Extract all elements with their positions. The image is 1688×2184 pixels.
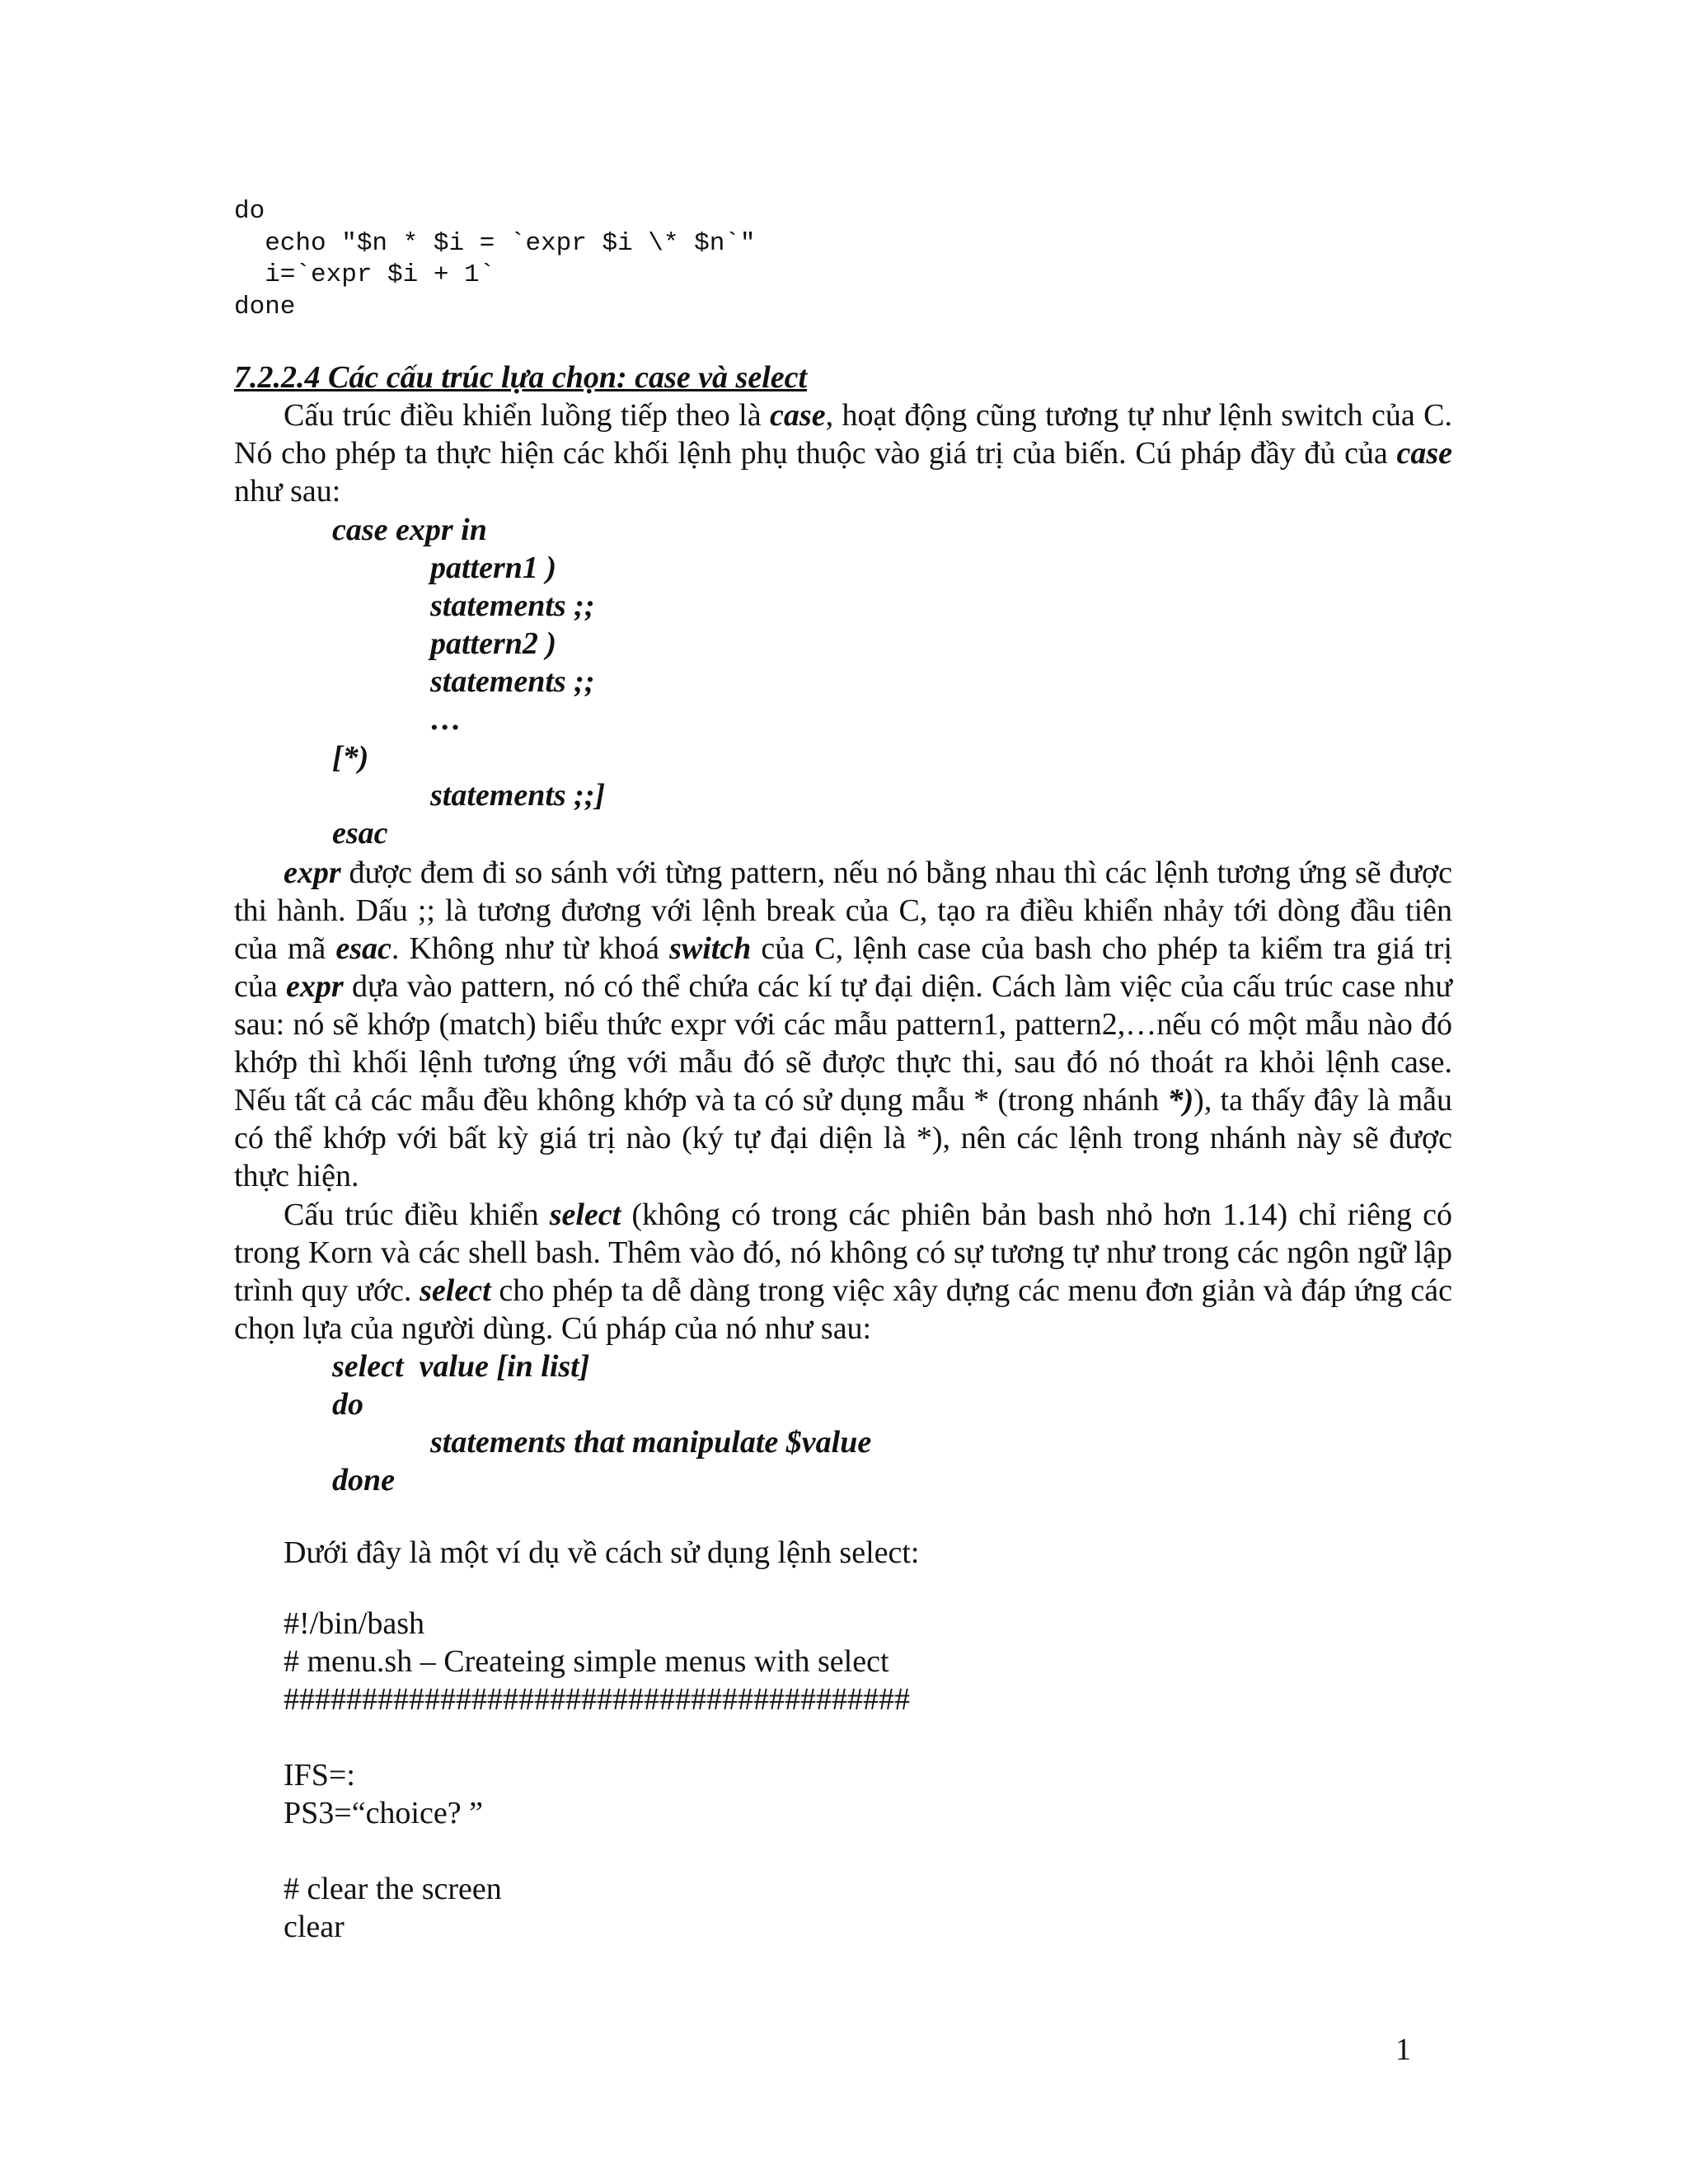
code-line: done: [234, 292, 296, 321]
code-line: do: [234, 197, 265, 226]
section-heading: 7.2.2.4 Các cấu trúc lựa chọn: case và select: [234, 360, 808, 395]
keyword-wildcard: *): [1167, 1083, 1194, 1118]
keyword-expr: expr: [286, 969, 344, 1004]
syntax-line: pattern2 ): [430, 626, 557, 661]
keyword-expr: expr: [284, 855, 341, 890]
keyword-select: select: [420, 1273, 491, 1308]
paragraph-expr: expr được đem đi so sánh với từng pattern, nếu nó bằng nhau thì các lệnh tương ứng sẽ được thi hành. Dấu ;; là tương đương với lệnh break của C, tạo ra điều khiển nhảy tới dòng đầu tiên của mã esac. Không như từ khoá switch của C, lệnh case của bash cho phép ta kiểm tra giá trị của expr dựa vào pattern, nó có thể chứa các kí tự đại diện. Cách làm việc của cấu trúc case như sau: nó sẽ khớp (match) biểu thức expr với các mẫu pattern1, pattern2,…nếu có một mẫu nào đó khớp thì khối lệnh tương ứng với mẫu đó sẽ được thực thi, sau đó nó thoát ra khỏi lệnh case. Nếu tất cả các mẫu đều không khớp và ta có sử dụng mẫu * (trong nhánh *)), ta thấy đây là mẫu có thể khớp với bất kỳ giá trị nào (ký tự đại diện là *), nên các lệnh trong nhánh này sẽ được thực hiện.: [234, 855, 1453, 1193]
example-intro: Dưới đây là một ví dụ về cách sử dụng lệnh select:: [284, 1535, 920, 1570]
code-block-loop: [234, 196, 756, 323]
paragraph-case-intro: Cấu trúc điều khiển luồng tiếp theo là case, hoạt động cũng tương tự như lệnh switch của C. Nó cho phép ta thực hiện các khối lệnh phụ thuộc vào giá trị của biến. Cú pháp đầy đủ của case như sau:: [234, 398, 1452, 509]
syntax-line: case expr in: [332, 513, 487, 547]
syntax-line: do: [332, 1387, 363, 1422]
code-line: IFS=:: [284, 1758, 355, 1793]
code-line: i=`expr $i + 1`: [234, 260, 495, 289]
syntax-line: pattern1 ): [430, 551, 557, 585]
keyword-select: select: [549, 1197, 621, 1232]
syntax-line: statements ;;: [430, 588, 595, 623]
syntax-line: done: [332, 1463, 395, 1497]
syntax-line: [*): [332, 740, 369, 775]
code-line: # clear the screen: [284, 1872, 502, 1906]
code-line: # menu.sh – Createing simple menus with select: [284, 1644, 889, 1679]
keyword-switch: switch: [669, 931, 752, 966]
code-line: echo "$n * $i = `expr $i \* $n`": [234, 228, 756, 258]
syntax-line: statements ;;: [430, 664, 595, 699]
code-line: PS3=“choice? ”: [284, 1796, 483, 1830]
keyword-case: case: [770, 398, 826, 433]
code-line: ########################################: [284, 1682, 910, 1717]
code-line: clear: [284, 1910, 345, 1944]
keyword-case: case: [1396, 436, 1452, 471]
code-line: #!/bin/bash: [284, 1606, 424, 1641]
keyword-esac: esac: [335, 931, 392, 966]
syntax-line: esac: [332, 816, 388, 851]
syntax-line: select value [in list]: [332, 1349, 590, 1384]
syntax-line: statements that manipulate $value: [430, 1425, 872, 1460]
paragraph-select: Cấu trúc điều khiển select (không có trong các phiên bản bash nhỏ hơn 1.14) chỉ riêng có trong Korn và các shell bash. Thêm vào đó, nó không có sự tương tự như trong các ngôn ngữ lập trình quy ước. select cho phép ta dễ dàng trong việc xây dựng các menu đơn giản và đáp ứng các chọn lựa của người dùng. Cú pháp của nó như sau:: [234, 1197, 1453, 1346]
syntax-line: statements ;;]: [430, 778, 606, 813]
syntax-line: …: [430, 702, 462, 737]
page-number: 1: [1395, 2032, 1411, 2067]
